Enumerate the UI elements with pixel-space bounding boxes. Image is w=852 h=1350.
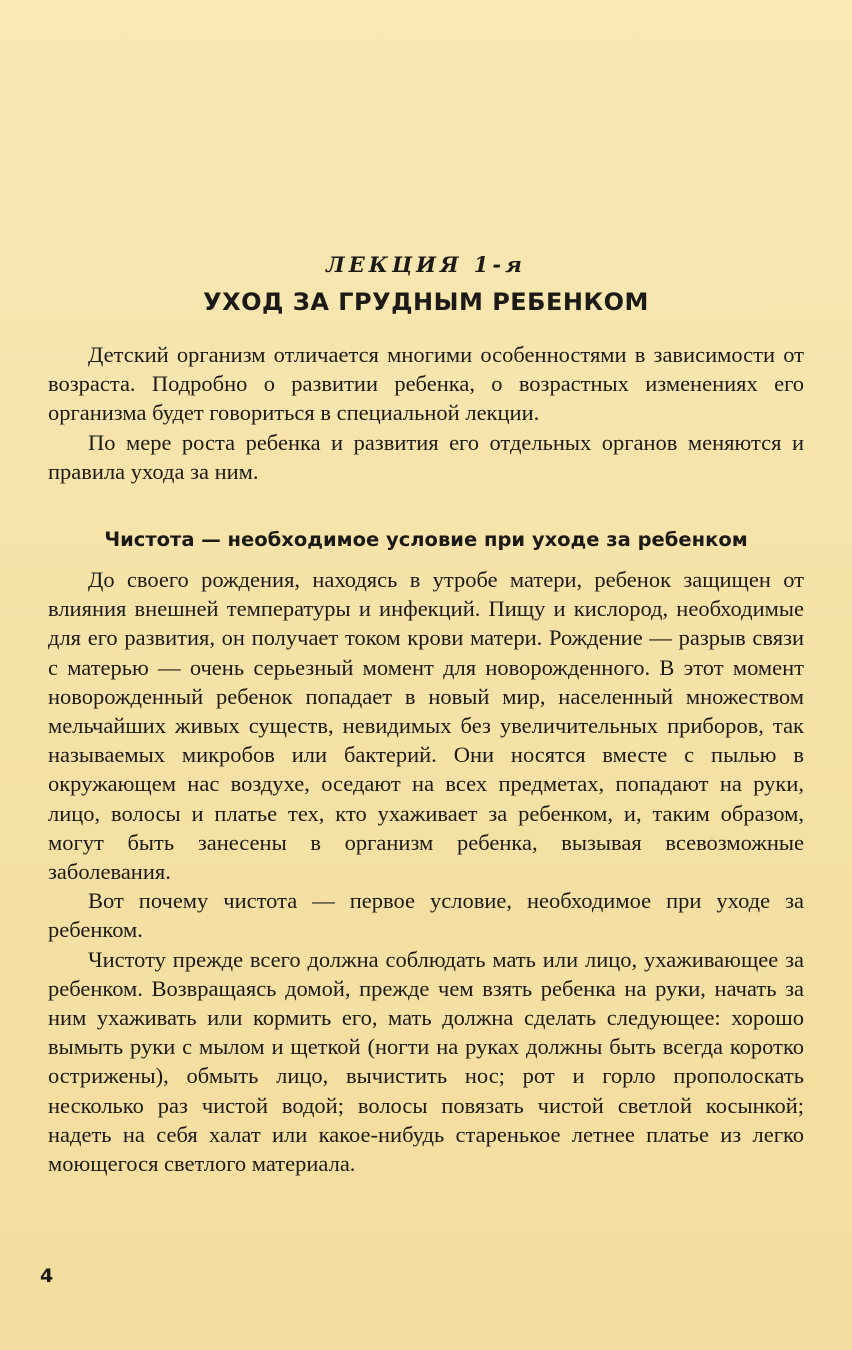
section-text <box>48 565 804 1178</box>
paragraph: По мере роста ребенка и развития его отдельных органов меняются и правила ухода за ним. <box>48 429 804 484</box>
paragraph: Детский организм отличается многими особенностями в зависимости от возраста. Подробно о развитии ребенка, о возрастных изменениях его организма будет говориться в специальной лекции. <box>48 342 804 426</box>
paragraph: До своего рождения, находясь в утробе матери, ребенок защищен от влияния внешней температуры и инфекций. Пищу и кислород, необходимые для его развития, он получает током крови матери. Рождение — разрыв связи с матерью — очень серьезный момент для новорожденного. В этот момент новорожденный ребенок попадает в новый мир, населенный множеством мельчайших живых существ, невидимых без увеличительных приборов, так называемых микробов или бактерий. Они носятся вместе с пылью в окружающем нас воздухе, оседают на всех предметах, попадают на руки, лицо, волосы и платье тех, кто ухаживает за ребенком, и, таким образом, могут быть занесены в организм ребенка, вызывая всевозможные заболевания. <box>48 567 804 885</box>
page-number: 4 <box>40 1265 54 1287</box>
intro-text <box>48 340 804 486</box>
section-heading: Чистота — необходимое условие при уходе за ребенком <box>104 528 748 551</box>
paragraph: Чистоту прежде всего должна соблюдать мать или лицо, ухаживающее за ребенком. Возвращаясь домой, прежде чем взять ребенка на руки, начать за ним ухаживать или кормить его, мать должна сделать следующее: хорошо вымыть руки с мылом и щеткой (ногти на руках должны быть всегда коротко острижены), обмыть лицо, вычистить нос; рот и горло прополоскать несколько раз чистой водой; волосы повязать чистой светлой косынкой; надеть на себя халат или какое-нибудь старенькое летнее платье из легко моющегося светлого материала. <box>48 946 804 1177</box>
paragraph: Вот почему чистота — первое условие, необходимое при уходе за ребенком. <box>48 888 804 943</box>
lecture-label: ЛЕКЦИЯ 1-я <box>326 252 526 277</box>
page-title: УХОД ЗА ГРУДНЫМ РЕБЕНКОМ <box>203 288 649 316</box>
